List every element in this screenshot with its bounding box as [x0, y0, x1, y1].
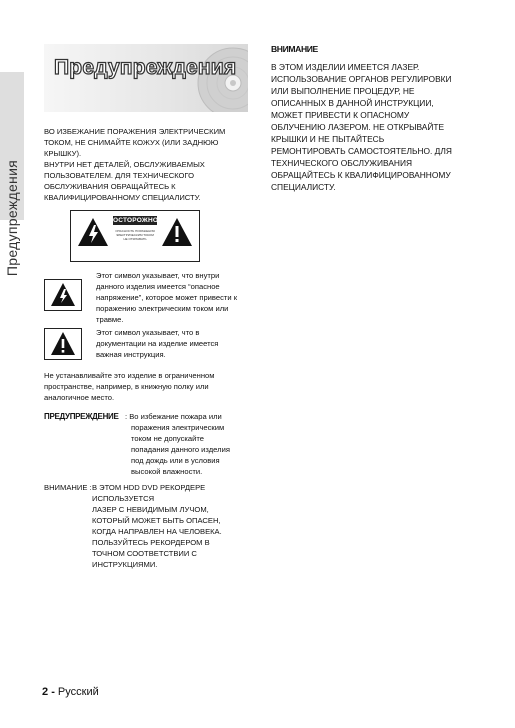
- lightning-warning-icon: [77, 217, 109, 247]
- description-line: важная инструкция.: [96, 350, 166, 359]
- attention-line: ЛАЗЕР С НЕВИДИМЫМ ЛУЧОМ,: [92, 505, 209, 514]
- description-line: данного изделия имеется “опасное: [96, 282, 220, 291]
- attention-line: ПОЛЬЗУЙТЕСЬ РЕКОРДЕРОМ В: [92, 538, 210, 547]
- intro-line: ВНУТРИ НЕТ ДЕТАЛЕЙ, ОБСЛУЖИВАЕМЫХ: [44, 160, 205, 169]
- laser-warning-line: СПЕЦИАЛИСТУ.: [271, 182, 336, 192]
- warning-label: ПРЕДУПРЕЖДЕНИЕ: [44, 412, 119, 421]
- warning-line: поражения электрическим: [131, 423, 225, 432]
- caution-small-line: ОПАСНОСТЬ ПОРАЖЕНИЯ: [115, 229, 155, 233]
- laser-warning-line: РЕМОНТИРОВАТЬ САМОСТОЯТЕЛЬНО. ДЛЯ: [271, 146, 452, 156]
- caution-title: ОСТОРОЖНО: [113, 217, 159, 224]
- intro-line: ВО ИЗБЕЖАНИЕ ПОРАЖЕНИЯ ЭЛЕКТРИЧЕСКИМ: [44, 127, 226, 136]
- attention-line: ИСПОЛЬЗУЕТСЯ: [92, 494, 155, 503]
- laser-warning-line: КРЫШКИ И НЕ ПЫТАЙТЕСЬ: [271, 134, 385, 144]
- intro-line: ПОЛЬЗОВАТЕЛЕМ. ДЛЯ ТЕХНИЧЕСКОГО: [44, 171, 195, 180]
- attention-line: ИНСТРУКЦИЯМИ.: [92, 560, 158, 569]
- description-line: документации на изделие имеется: [96, 339, 219, 348]
- laser-warning-line: ИЛИ ВЫПОЛНЕНИЕ ПРОЦЕДУР, НЕ: [271, 86, 415, 96]
- laser-warning-line: ОПИСАННЫХ В ДАННОЙ ИНСТРУКЦИИ,: [271, 98, 434, 108]
- lightning-warning-icon: [50, 282, 76, 307]
- attention-line: В ЭТОМ HDD DVD РЕКОРДЕРЕ: [92, 483, 206, 492]
- caution-label: [70, 210, 200, 262]
- caution-small-line: НЕ ОТКРЫВАТЬ: [123, 237, 147, 241]
- laser-warning-line: ИСПОЛЬЗОВАНИЕ ОРГАНОВ РЕГУЛИРОВКИ: [271, 74, 452, 84]
- attention-line: ТОЧНОМ СООТВЕТСТВИИ С: [92, 549, 197, 558]
- laser-warning-line: ТЕХНИЧЕСКОГО ОБСЛУЖИВАНИЯ: [271, 158, 413, 168]
- laser-warning-line: ОБРАЩАЙТЕСЬ К КВАЛИФИЦИРОВАННОМУ: [271, 170, 451, 180]
- exclamation-warning-icon: [161, 217, 193, 247]
- attention-label: ВНИМАНИЕ :: [44, 483, 92, 492]
- warning-line: под дождь или в условия: [131, 456, 220, 465]
- description-line: поражению электрическим током или: [96, 304, 229, 313]
- caution-text-block: [113, 216, 157, 241]
- page-footer: [42, 686, 99, 698]
- side-tab-label: Предупреждения: [4, 159, 20, 277]
- page-title: Предупреждения: [54, 56, 237, 79]
- section-banner: [44, 44, 248, 112]
- intro-line: КВАЛИФИЦИРОВАННОМУ СПЕЦИАЛИСТУ.: [44, 193, 201, 202]
- install-line: пространстве, например, в книжную полку или: [44, 382, 209, 391]
- description-line: травме.: [96, 315, 124, 324]
- warning-line: : Во избежание пожара или: [125, 412, 222, 421]
- description-line: напряжение”, которое может привести к: [96, 293, 238, 302]
- description-line: Этот символ указывает, что в: [96, 328, 200, 337]
- warning-line: попадания данного изделия: [131, 445, 230, 454]
- warning-line: током не допускайте: [131, 434, 204, 443]
- side-tab: [0, 72, 24, 277]
- page-number: 2: [42, 686, 49, 698]
- laser-warning-line: В ЭТОМ ИЗДЕЛИИ ИМЕЕТСЯ ЛАЗЕР.: [271, 62, 420, 72]
- intro-line: ТОКОМ, НЕ СНИМАЙТЕ КОЖУХ (ИЛИ ЗАДНЮЮ: [44, 138, 219, 147]
- exclamation-warning-icon: [50, 331, 76, 356]
- warning-line: высокой влажности.: [131, 467, 203, 476]
- install-line: аналогичное место.: [44, 393, 115, 402]
- attention-line: КОТОРЫЙ МОЖЕТ БЫТЬ ОПАСЕН,: [92, 516, 221, 525]
- attention-heading: ВНИМАНИЕ: [271, 44, 318, 54]
- intro-line: КРЫШКУ).: [44, 149, 82, 158]
- laser-warning-line: ОБЛУЧЕНИЮ ЛАЗЕРОМ. НЕ ОТКРЫВАЙТЕ: [271, 122, 445, 132]
- laser-warning-line: МОЖЕТ ПРИВЕСТИ К ОПАСНОМУ: [271, 110, 410, 120]
- caution-small-line: ЭЛЕКТРИЧЕСКИМ ТОКОМ: [116, 233, 154, 237]
- footer-language: Русский: [57, 686, 99, 698]
- attention-line: КОГДА НАПРАВЛЕН НА ЧЕЛОВЕКА.: [92, 527, 222, 536]
- install-line: Не устанавливайте это изделие в ограниченном: [44, 371, 215, 380]
- footer-separator: -: [51, 686, 55, 698]
- exclamation-symbol-box: [44, 328, 82, 360]
- lightning-symbol-box: [44, 279, 82, 311]
- description-line: Этот символ указывает, что внутри: [96, 271, 220, 280]
- intro-line: ОБСЛУЖИВАНИЯ ОБРАЩАЙТЕСЬ К: [44, 182, 176, 191]
